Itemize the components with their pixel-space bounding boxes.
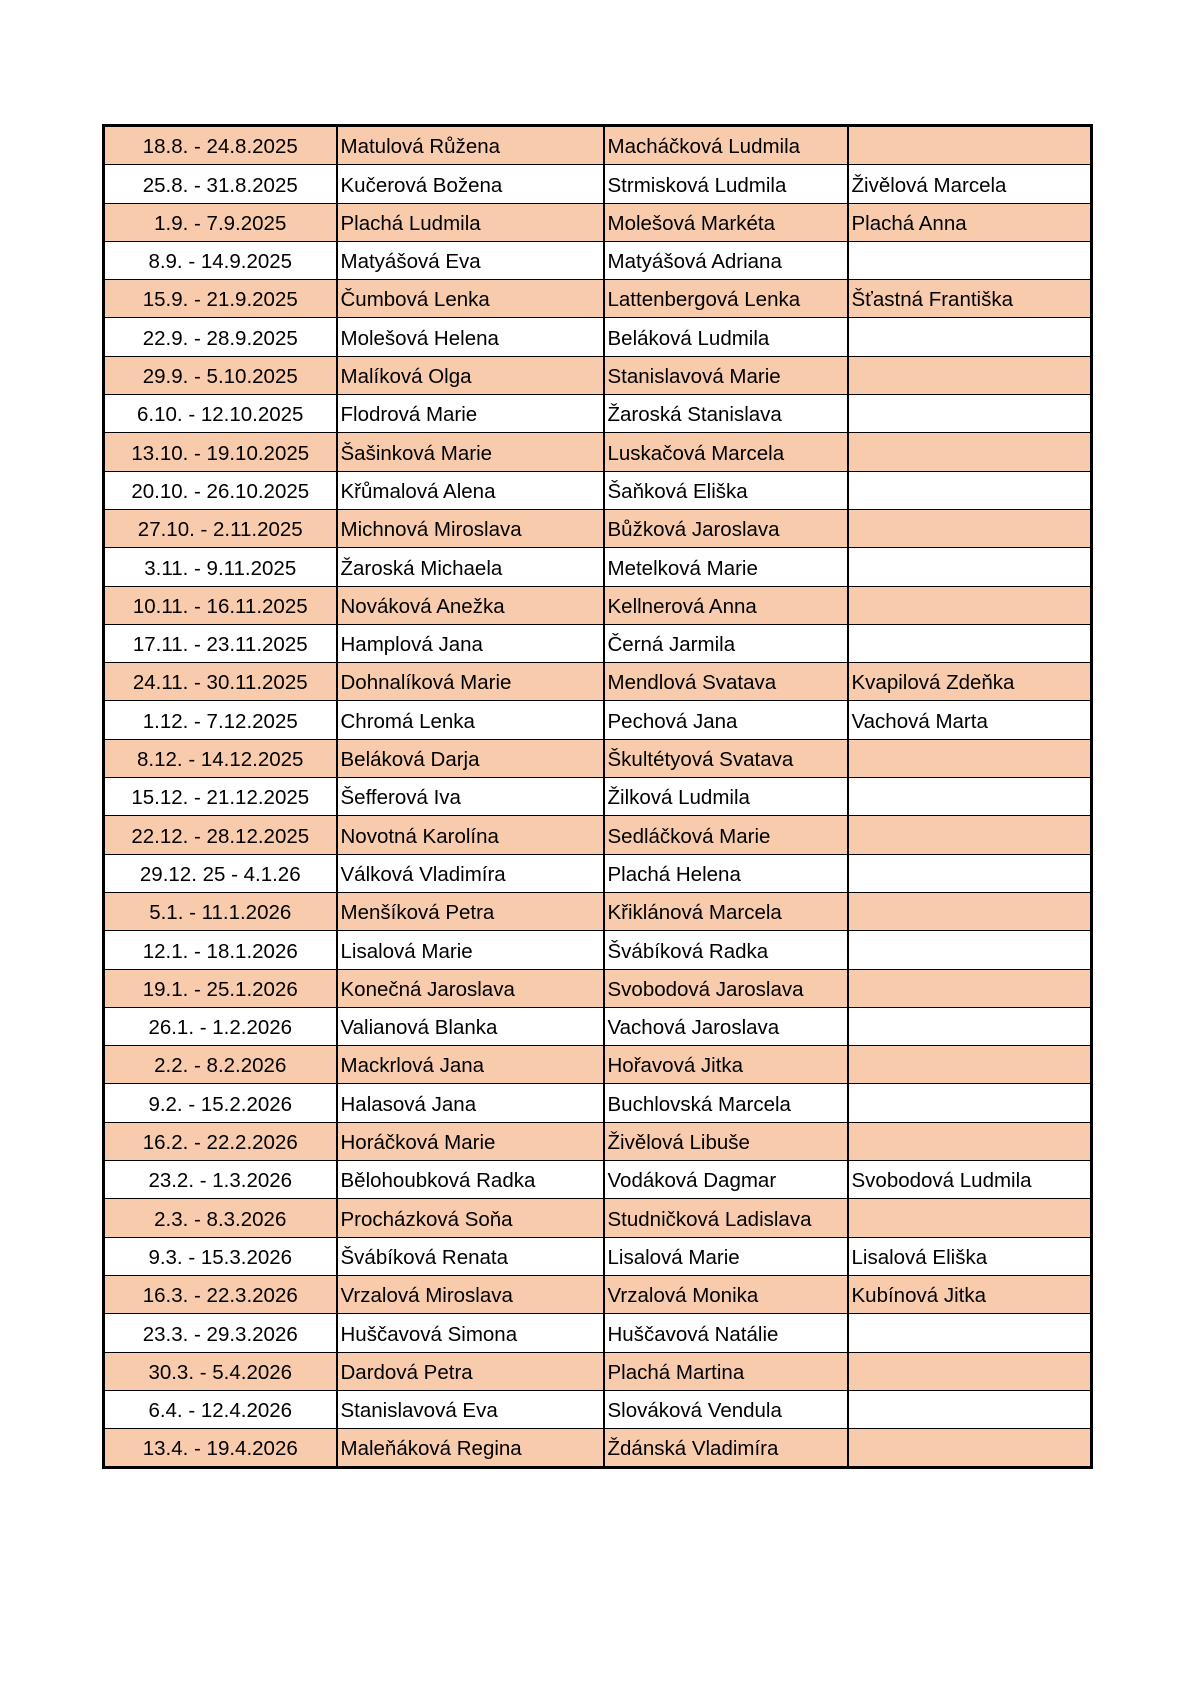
table-row (104, 471, 1092, 509)
name-cell-1: Bělohoubková Radka (337, 1161, 604, 1199)
name-cell-3 (848, 356, 1092, 394)
date-cell: 2.2. - 8.2.2026 (104, 1046, 337, 1084)
name-cell-1: Procházková Soňa (337, 1199, 604, 1237)
name-cell-1: Valianová Blanka (337, 1007, 604, 1045)
date-cell: 22.12. - 28.12.2025 (104, 816, 337, 854)
name-cell-3 (848, 471, 1092, 509)
name-cell-1: Dardová Petra (337, 1352, 604, 1390)
name-cell-3 (848, 1352, 1092, 1390)
name-cell-1: Válková Vladimíra (337, 854, 604, 892)
name-cell-2: Žaroská Stanislava (604, 395, 848, 433)
table-row (104, 816, 1092, 854)
table-row (104, 1275, 1092, 1313)
name-cell-2: Strmisková Ludmila (604, 165, 848, 203)
name-cell-1: Šefferová Iva (337, 778, 604, 816)
table-row (104, 548, 1092, 586)
name-cell-1: Plachá Ludmila (337, 203, 604, 241)
name-cell-2: Stanislavová Marie (604, 356, 848, 394)
name-cell-2: Mendlová Svatava (604, 663, 848, 701)
name-cell-1: Menšíková Petra (337, 892, 604, 930)
name-cell-2: Ždánská Vladimíra (604, 1429, 848, 1468)
table-row (104, 739, 1092, 777)
date-cell: 23.2. - 1.3.2026 (104, 1161, 337, 1199)
table-row (104, 931, 1092, 969)
name-cell-3 (848, 548, 1092, 586)
name-cell-1: Kučerová Božena (337, 165, 604, 203)
name-cell-2: Matyášová Adriana (604, 241, 848, 279)
table-row (104, 1122, 1092, 1160)
table-row (104, 1314, 1092, 1352)
name-cell-2: Živělová Libuše (604, 1122, 848, 1160)
name-cell-2: Plachá Helena (604, 854, 848, 892)
date-cell: 9.3. - 15.3.2026 (104, 1237, 337, 1275)
name-cell-2: Hořavová Jitka (604, 1046, 848, 1084)
name-cell-1: Chromá Lenka (337, 701, 604, 739)
name-cell-2: Kellnerová Anna (604, 586, 848, 624)
name-cell-2: Buchlovská Marcela (604, 1084, 848, 1122)
name-cell-3: Šťastná Františka (848, 280, 1092, 318)
date-cell: 10.11. - 16.11.2025 (104, 586, 337, 624)
name-cell-3 (848, 1199, 1092, 1237)
date-cell: 2.3. - 8.3.2026 (104, 1199, 337, 1237)
name-cell-3 (848, 778, 1092, 816)
date-cell: 13.4. - 19.4.2026 (104, 1429, 337, 1468)
name-cell-3: Plachá Anna (848, 203, 1092, 241)
name-cell-2: Pechová Jana (604, 701, 848, 739)
name-cell-2: Lattenbergová Lenka (604, 280, 848, 318)
table-row (104, 280, 1092, 318)
date-cell: 18.8. - 24.8.2025 (104, 126, 337, 165)
name-cell-3 (848, 1429, 1092, 1468)
name-cell-1: Matulová Růžena (337, 126, 604, 165)
schedule-table-body (104, 126, 1092, 1468)
table-row (104, 1237, 1092, 1275)
table-row (104, 778, 1092, 816)
date-cell: 6.4. - 12.4.2026 (104, 1390, 337, 1428)
name-cell-1: Mackrlová Jana (337, 1046, 604, 1084)
table-row (104, 1429, 1092, 1468)
name-cell-3 (848, 1046, 1092, 1084)
date-cell: 19.1. - 25.1.2026 (104, 969, 337, 1007)
date-cell: 3.11. - 9.11.2025 (104, 548, 337, 586)
name-cell-3 (848, 126, 1092, 165)
name-cell-3 (848, 739, 1092, 777)
table-row (104, 241, 1092, 279)
table-row (104, 1390, 1092, 1428)
name-cell-3 (848, 854, 1092, 892)
table-row (104, 509, 1092, 547)
name-cell-3 (848, 892, 1092, 930)
name-cell-2: Metelková Marie (604, 548, 848, 586)
name-cell-3 (848, 931, 1092, 969)
name-cell-3: Kubínová Jitka (848, 1275, 1092, 1313)
date-cell: 27.10. - 2.11.2025 (104, 509, 337, 547)
name-cell-3 (848, 1007, 1092, 1045)
table-row (104, 433, 1092, 471)
name-cell-2: Šaňková Eliška (604, 471, 848, 509)
date-cell: 8.12. - 14.12.2025 (104, 739, 337, 777)
date-cell: 16.2. - 22.2.2026 (104, 1122, 337, 1160)
name-cell-1: Maleňáková Regina (337, 1429, 604, 1468)
name-cell-1: Matyášová Eva (337, 241, 604, 279)
name-cell-1: Nováková Anežka (337, 586, 604, 624)
table-row (104, 1199, 1092, 1237)
name-cell-3 (848, 1122, 1092, 1160)
schedule-table (102, 124, 1093, 1469)
name-cell-3 (848, 624, 1092, 662)
date-cell: 1.12. - 7.12.2025 (104, 701, 337, 739)
table-row (104, 586, 1092, 624)
date-cell: 17.11. - 23.11.2025 (104, 624, 337, 662)
name-cell-1: Novotná Karolína (337, 816, 604, 854)
table-row (104, 892, 1092, 930)
date-cell: 29.9. - 5.10.2025 (104, 356, 337, 394)
date-cell: 12.1. - 18.1.2026 (104, 931, 337, 969)
name-cell-2: Svobodová Jaroslava (604, 969, 848, 1007)
name-cell-1: Křůmalová Alena (337, 471, 604, 509)
name-cell-2: Škultétyová Svatava (604, 739, 848, 777)
table-row (104, 1352, 1092, 1390)
name-cell-1: Vrzalová Miroslava (337, 1275, 604, 1313)
name-cell-3 (848, 1390, 1092, 1428)
date-cell: 9.2. - 15.2.2026 (104, 1084, 337, 1122)
date-cell: 29.12. 25 - 4.1.26 (104, 854, 337, 892)
name-cell-3 (848, 1314, 1092, 1352)
name-cell-2: Molešová Markéta (604, 203, 848, 241)
name-cell-2: Křiklánová Marcela (604, 892, 848, 930)
name-cell-1: Horáčková Marie (337, 1122, 604, 1160)
name-cell-1: Čumbová Lenka (337, 280, 604, 318)
name-cell-1: Huščavová Simona (337, 1314, 604, 1352)
date-cell: 30.3. - 5.4.2026 (104, 1352, 337, 1390)
date-cell: 6.10. - 12.10.2025 (104, 395, 337, 433)
name-cell-1: Malíková Olga (337, 356, 604, 394)
date-cell: 22.9. - 28.9.2025 (104, 318, 337, 356)
table-row (104, 395, 1092, 433)
name-cell-2: Macháčková Ludmila (604, 126, 848, 165)
table-row (104, 969, 1092, 1007)
name-cell-3 (848, 318, 1092, 356)
name-cell-1: Michnová Miroslava (337, 509, 604, 547)
name-cell-2: Beláková Ludmila (604, 318, 848, 356)
name-cell-1: Konečná Jaroslava (337, 969, 604, 1007)
name-cell-2: Vachová Jaroslava (604, 1007, 848, 1045)
date-cell: 24.11. - 30.11.2025 (104, 663, 337, 701)
name-cell-3: Kvapilová Zdeňka (848, 663, 1092, 701)
name-cell-2: Vodáková Dagmar (604, 1161, 848, 1199)
name-cell-2: Bůžková Jaroslava (604, 509, 848, 547)
table-row (104, 701, 1092, 739)
table-row (104, 318, 1092, 356)
name-cell-3: Lisalová Eliška (848, 1237, 1092, 1275)
name-cell-2: Huščavová Natálie (604, 1314, 848, 1352)
table-row (104, 1161, 1092, 1199)
name-cell-2: Slováková Vendula (604, 1390, 848, 1428)
name-cell-1: Halasová Jana (337, 1084, 604, 1122)
name-cell-3 (848, 241, 1092, 279)
name-cell-2: Luskačová Marcela (604, 433, 848, 471)
name-cell-3: Živělová Marcela (848, 165, 1092, 203)
name-cell-3 (848, 395, 1092, 433)
name-cell-1: Dohnalíková Marie (337, 663, 604, 701)
date-cell: 25.8. - 31.8.2025 (104, 165, 337, 203)
name-cell-2: Žilková Ludmila (604, 778, 848, 816)
table-row (104, 854, 1092, 892)
name-cell-1: Stanislavová Eva (337, 1390, 604, 1428)
table-row (104, 1084, 1092, 1122)
table-row (104, 203, 1092, 241)
name-cell-1: Žaroská Michaela (337, 548, 604, 586)
name-cell-2: Studničková Ladislava (604, 1199, 848, 1237)
name-cell-3 (848, 1084, 1092, 1122)
date-cell: 8.9. - 14.9.2025 (104, 241, 337, 279)
name-cell-2: Sedláčková Marie (604, 816, 848, 854)
table-row (104, 1046, 1092, 1084)
name-cell-3: Svobodová Ludmila (848, 1161, 1092, 1199)
date-cell: 15.12. - 21.12.2025 (104, 778, 337, 816)
date-cell: 16.3. - 22.3.2026 (104, 1275, 337, 1313)
name-cell-2: Černá Jarmila (604, 624, 848, 662)
date-cell: 15.9. - 21.9.2025 (104, 280, 337, 318)
name-cell-2: Plachá Martina (604, 1352, 848, 1390)
name-cell-1: Šašinková Marie (337, 433, 604, 471)
date-cell: 20.10. - 26.10.2025 (104, 471, 337, 509)
name-cell-1: Molešová Helena (337, 318, 604, 356)
name-cell-2: Švábíková Radka (604, 931, 848, 969)
table-row (104, 663, 1092, 701)
name-cell-3 (848, 969, 1092, 1007)
table-row (104, 165, 1092, 203)
table-row (104, 356, 1092, 394)
name-cell-3 (848, 509, 1092, 547)
name-cell-1: Švábíková Renata (337, 1237, 604, 1275)
date-cell: 5.1. - 11.1.2026 (104, 892, 337, 930)
date-cell: 1.9. - 7.9.2025 (104, 203, 337, 241)
table-row (104, 1007, 1092, 1045)
name-cell-3: Vachová Marta (848, 701, 1092, 739)
date-cell: 13.10. - 19.10.2025 (104, 433, 337, 471)
name-cell-2: Vrzalová Monika (604, 1275, 848, 1313)
name-cell-1: Beláková Darja (337, 739, 604, 777)
date-cell: 23.3. - 29.3.2026 (104, 1314, 337, 1352)
name-cell-1: Flodrová Marie (337, 395, 604, 433)
name-cell-2: Lisalová Marie (604, 1237, 848, 1275)
name-cell-1: Hamplová Jana (337, 624, 604, 662)
name-cell-3 (848, 433, 1092, 471)
table-row (104, 126, 1092, 165)
name-cell-3 (848, 816, 1092, 854)
table-row (104, 624, 1092, 662)
date-cell: 26.1. - 1.2.2026 (104, 1007, 337, 1045)
name-cell-1: Lisalová Marie (337, 931, 604, 969)
name-cell-3 (848, 586, 1092, 624)
